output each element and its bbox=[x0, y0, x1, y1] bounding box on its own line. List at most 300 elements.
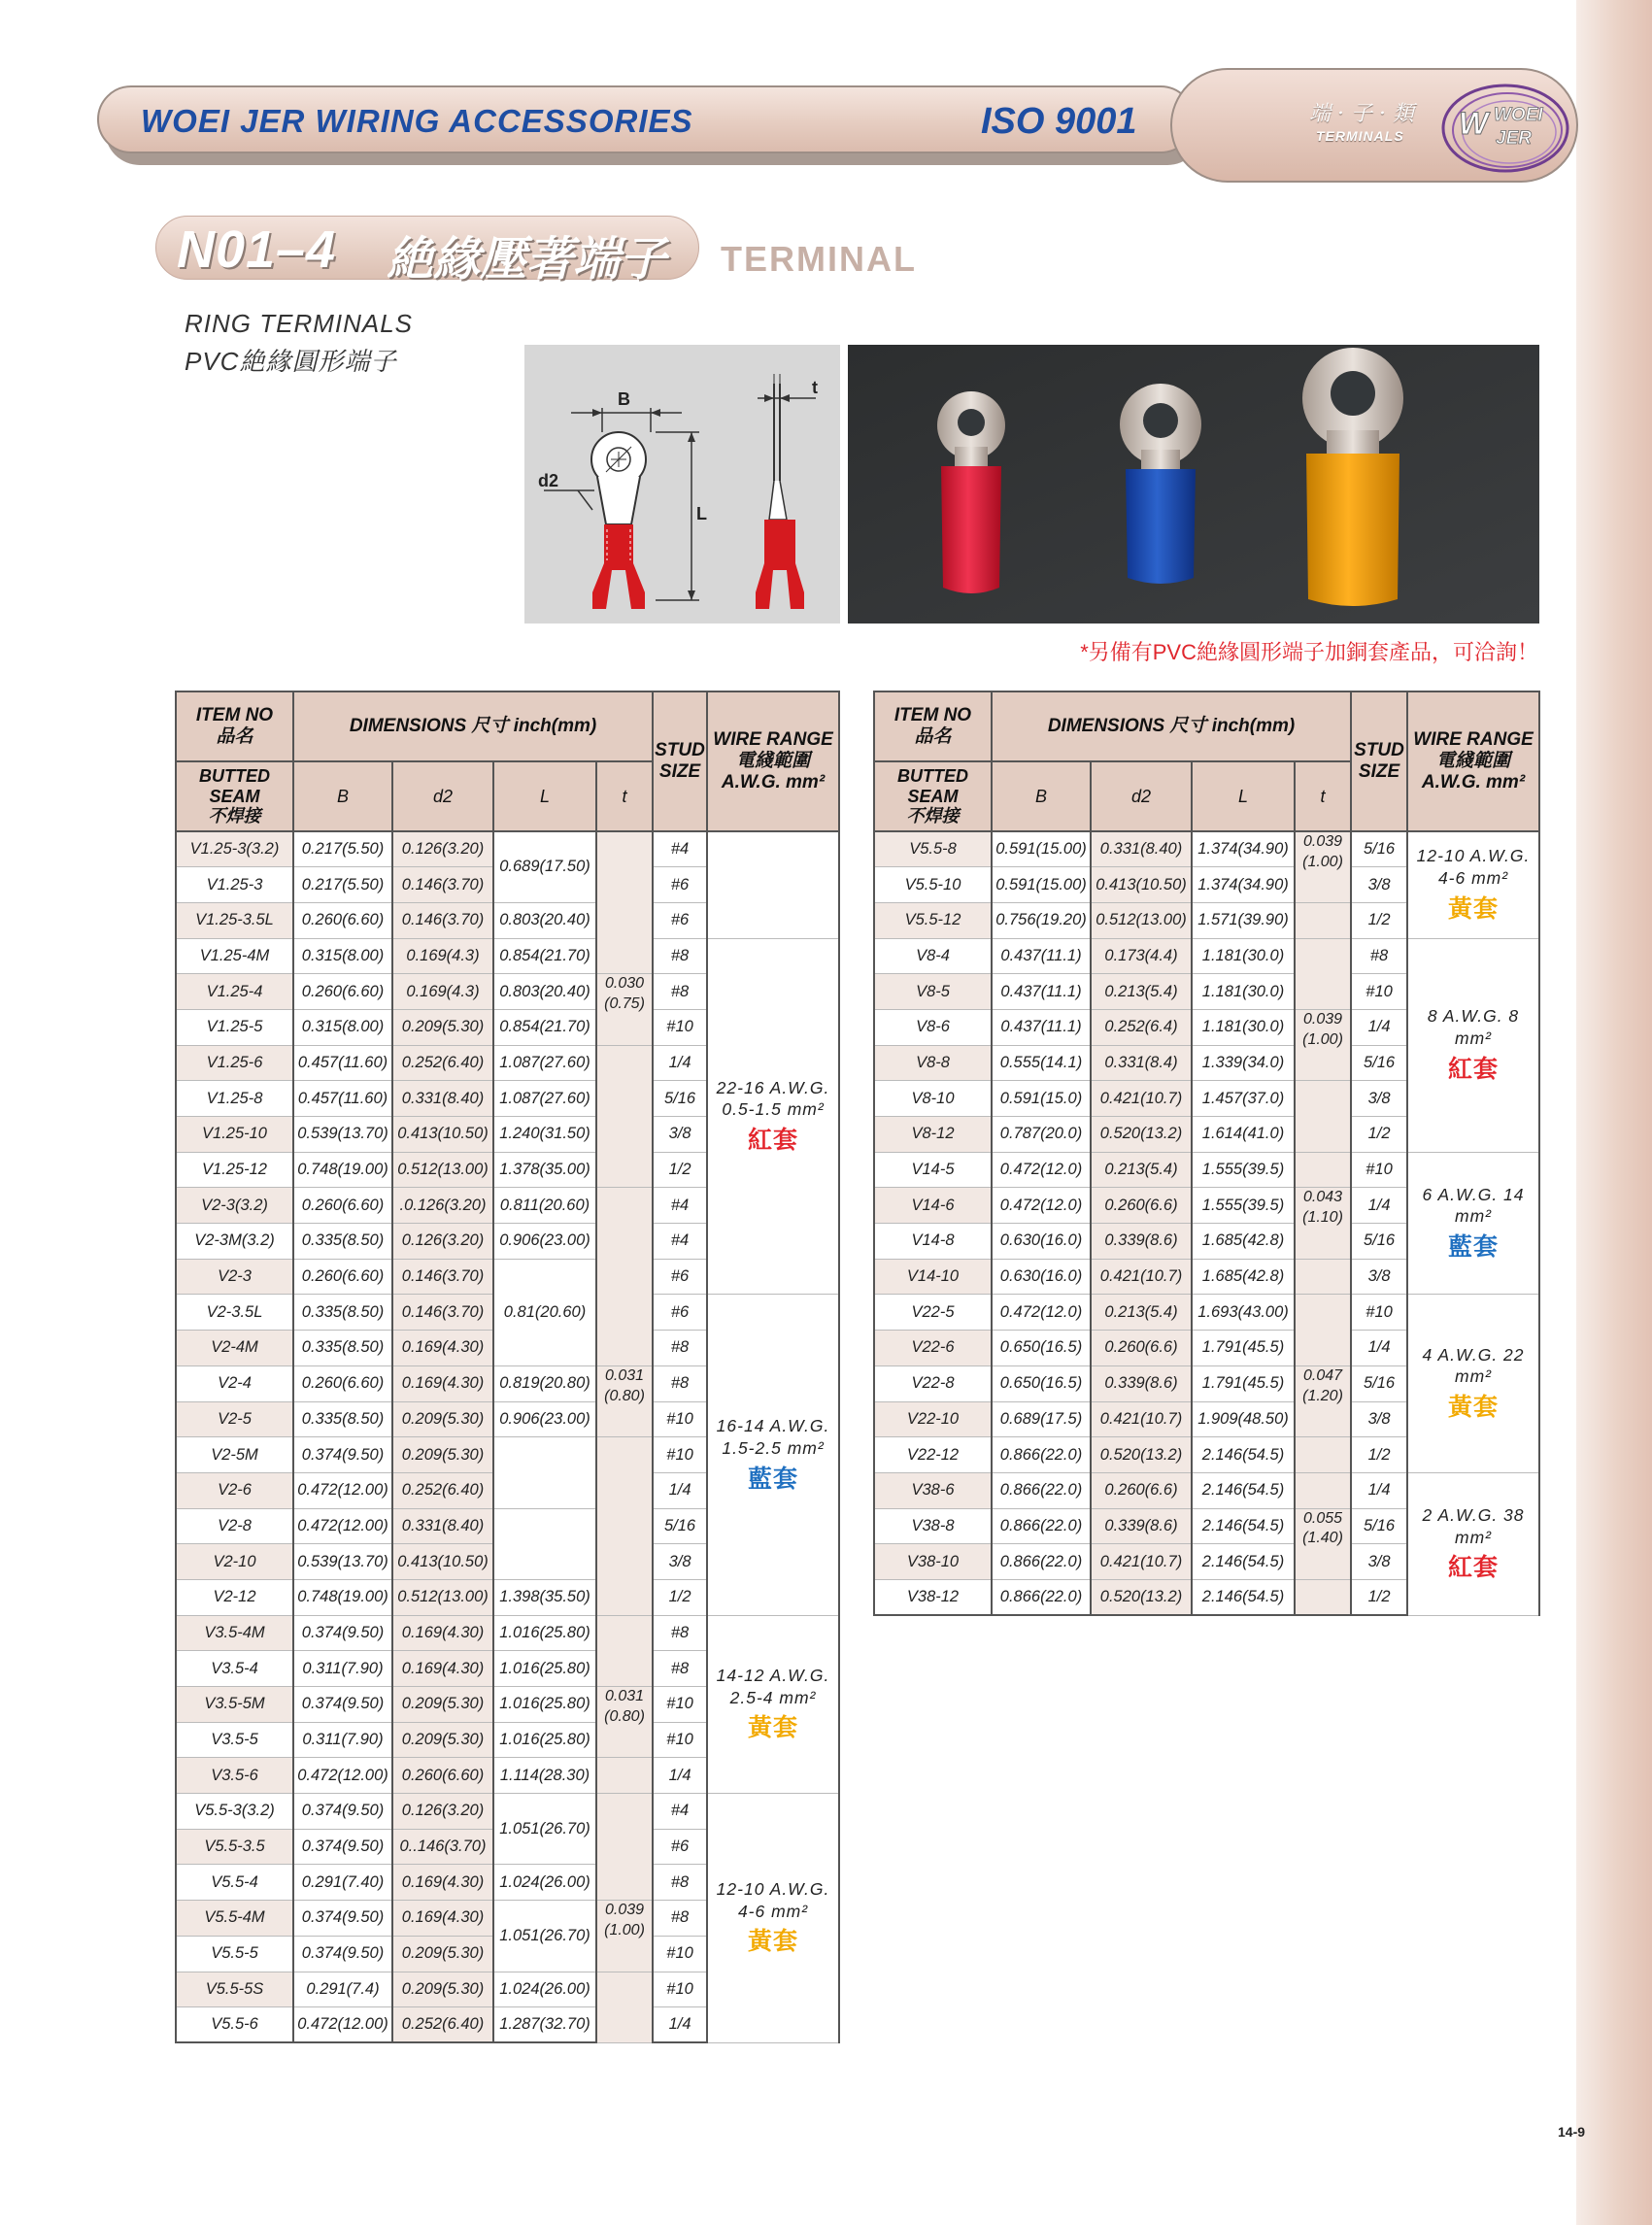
dim-b-cell: 0.866(22.0) bbox=[992, 1579, 1091, 1615]
stud-size-cell: 3/8 bbox=[1351, 1259, 1407, 1295]
dim-d2-cell: 0.213(5.4) bbox=[1091, 1152, 1192, 1188]
item-no-cell: V5.5-5 bbox=[176, 1936, 293, 1972]
dim-t-cell bbox=[1295, 1152, 1351, 1188]
wire-range-cell bbox=[707, 831, 839, 938]
dim-d2-cell: 0.260(6.6) bbox=[1091, 1472, 1192, 1508]
dim-t-cell bbox=[596, 1188, 653, 1365]
dim-b-cell: 0.472(12.0) bbox=[992, 1152, 1091, 1188]
dim-t-cell: 0.031 (0.80) bbox=[596, 1687, 653, 1758]
woei-jer-logo bbox=[1437, 76, 1573, 192]
stud-size-cell: #8 bbox=[653, 1615, 707, 1651]
dim-b-cell: 0.315(8.00) bbox=[293, 1009, 392, 1045]
dim-d2-cell: 0.169(4.3) bbox=[392, 938, 493, 974]
stud-size-cell: #8 bbox=[653, 1365, 707, 1401]
sleeve-color-label: 紅套 bbox=[1448, 1054, 1500, 1083]
stud-size-cell: #10 bbox=[1351, 1295, 1407, 1331]
sleeve-color-label: 黃套 bbox=[748, 1713, 799, 1742]
dim-l-cell: 1.024(26.00) bbox=[493, 1865, 596, 1901]
dim-l-cell: 1.571(39.90) bbox=[1192, 902, 1295, 938]
dim-b-cell: 0.374(9.50) bbox=[293, 1901, 392, 1937]
dim-d2-cell: 0.213(5.4) bbox=[1091, 1295, 1192, 1331]
stud-size-cell: 1/4 bbox=[653, 1045, 707, 1081]
col-item-no: ITEM NO 品名 bbox=[176, 691, 293, 761]
dim-l-cell: 1.791(45.5) bbox=[1192, 1331, 1295, 1366]
item-no-cell: V22-8 bbox=[874, 1365, 992, 1401]
wire-range-text: 22-16 A.W.G. 0.5-1.5 mm² bbox=[716, 1077, 830, 1120]
dim-b-cell: 0.472(12.0) bbox=[992, 1188, 1091, 1224]
dim-l-cell bbox=[493, 1508, 596, 1579]
dim-d2-cell: 0.331(8.40) bbox=[1091, 831, 1192, 867]
dim-t-cell bbox=[596, 1794, 653, 1901]
item-no-cell: V2-5 bbox=[176, 1401, 293, 1437]
stud-size-cell: #6 bbox=[653, 1295, 707, 1331]
dim-d2-cell: 0.339(8.6) bbox=[1091, 1508, 1192, 1544]
stud-size-cell: 1/2 bbox=[1351, 902, 1407, 938]
product-title-en: TERMINAL bbox=[721, 239, 917, 279]
stud-size-cell: #8 bbox=[653, 1865, 707, 1901]
dim-l-cell: 0.811(20.60) bbox=[493, 1188, 596, 1224]
item-no-cell: V2-3.5L bbox=[176, 1295, 293, 1331]
dim-b-cell: 0.748(19.00) bbox=[293, 1579, 392, 1615]
dim-t-cell bbox=[1295, 1437, 1351, 1473]
dim-b-cell: 0.260(6.60) bbox=[293, 1188, 392, 1224]
item-no-cell: V3.5-5M bbox=[176, 1687, 293, 1723]
dim-l-cell: 1.693(43.00) bbox=[1192, 1295, 1295, 1331]
dim-b-cell: 0.866(22.0) bbox=[992, 1508, 1091, 1544]
dim-d2-cell: 0.331(8.4) bbox=[1091, 1045, 1192, 1081]
dim-l-cell: 0.803(20.40) bbox=[493, 902, 596, 938]
dim-l-cell: 1.287(32.70) bbox=[493, 2007, 596, 2043]
stud-size-cell: #10 bbox=[653, 1936, 707, 1972]
dim-l-cell: 2.146(54.5) bbox=[1192, 1508, 1295, 1544]
dim-d2-cell: 0.339(8.6) bbox=[1091, 1365, 1192, 1401]
dim-b-cell: 0.374(9.50) bbox=[293, 1615, 392, 1651]
wire-range-text: 12-10 A.W.G. 4-6 mm² bbox=[716, 1878, 830, 1921]
dim-d2-cell: 0.209(5.30) bbox=[392, 1009, 493, 1045]
item-no-cell: V8-6 bbox=[874, 1009, 992, 1045]
dim-b-cell: 0.335(8.50) bbox=[293, 1295, 392, 1331]
dim-d2-cell: 0.421(10.7) bbox=[1091, 1544, 1192, 1580]
item-no-cell: V22-6 bbox=[874, 1331, 992, 1366]
dim-b-cell: 0.787(20.0) bbox=[992, 1117, 1091, 1153]
item-no-cell: V1.25-6 bbox=[176, 1045, 293, 1081]
dim-l-label: L bbox=[696, 504, 707, 523]
wire-range-text: 12-10 A.W.G. 4-6 mm² bbox=[1416, 846, 1531, 889]
stud-size-cell: #6 bbox=[653, 867, 707, 903]
dim-d2-cell: 0.520(13.2) bbox=[1091, 1117, 1192, 1153]
item-no-cell: V14-10 bbox=[874, 1259, 992, 1295]
dim-b-cell: 0.591(15.00) bbox=[992, 831, 1091, 867]
item-no-cell: V38-8 bbox=[874, 1508, 992, 1544]
logo-line2: JER bbox=[1496, 128, 1532, 149]
wire-range-text: 2 A.W.G. 38 mm² bbox=[1422, 1504, 1525, 1547]
stud-size-cell: #6 bbox=[653, 1259, 707, 1295]
sleeve-color-label: 紅套 bbox=[748, 1126, 799, 1154]
col-dimensions: DIMENSIONS 尺寸 inch(mm) bbox=[992, 691, 1351, 761]
stud-size-cell: 1/4 bbox=[653, 1758, 707, 1794]
dim-b-cell: 0.335(8.50) bbox=[293, 1331, 392, 1366]
sleeve-color-label: 黃套 bbox=[748, 1927, 799, 1956]
item-no-cell: V2-4M bbox=[176, 1331, 293, 1366]
item-no-cell: V5.5-6 bbox=[176, 2007, 293, 2043]
stud-size-cell: 5/16 bbox=[1351, 1508, 1407, 1544]
dim-l-cell: 1.339(34.0) bbox=[1192, 1045, 1295, 1081]
wire-range-cell bbox=[1407, 831, 1539, 938]
dim-l-cell bbox=[493, 1437, 596, 1508]
item-no-cell: V5.5-10 bbox=[874, 867, 992, 903]
dim-d2-cell: 0.169(4.30) bbox=[392, 1901, 493, 1937]
dim-b-cell: 0.311(7.90) bbox=[293, 1651, 392, 1687]
iso-label: ISO 9001 bbox=[981, 101, 1137, 142]
dim-l-cell: 0.906(23.00) bbox=[493, 1401, 596, 1437]
item-no-cell: V3.5-4 bbox=[176, 1651, 293, 1687]
dim-b-cell: 0.472(12.0) bbox=[992, 1295, 1091, 1331]
dim-l-cell: 1.374(34.90) bbox=[1192, 831, 1295, 867]
dim-d2-cell: 0.146(3.70) bbox=[392, 902, 493, 938]
table-row bbox=[874, 1472, 1539, 1508]
stud-size-cell: #4 bbox=[653, 1188, 707, 1224]
dim-d2-cell: 0.512(13.00) bbox=[392, 1579, 493, 1615]
stud-size-cell: 3/8 bbox=[653, 1117, 707, 1153]
dim-l-cell: 1.087(27.60) bbox=[493, 1081, 596, 1117]
item-no-cell: V22-10 bbox=[874, 1401, 992, 1437]
dim-b-cell: 0.374(9.50) bbox=[293, 1437, 392, 1473]
dim-b-cell: 0.374(9.50) bbox=[293, 1936, 392, 1972]
dim-b-cell: 0.630(16.0) bbox=[992, 1259, 1091, 1295]
item-no-cell: V2-3 bbox=[176, 1259, 293, 1295]
dim-b-cell: 0.291(7.4) bbox=[293, 1972, 392, 2007]
stud-size-cell: #10 bbox=[653, 1009, 707, 1045]
col-t: t bbox=[1295, 761, 1351, 831]
item-no-cell: V1.25-8 bbox=[176, 1081, 293, 1117]
dim-l-cell: 0.81(20.60) bbox=[493, 1259, 596, 1365]
item-no-cell: V1.25-3.5L bbox=[176, 902, 293, 938]
subtitle-en: RING TERMINALS bbox=[185, 309, 414, 338]
item-no-cell: V1.25-4 bbox=[176, 974, 293, 1010]
dim-l-cell: 1.016(25.80) bbox=[493, 1615, 596, 1651]
col-item-no: ITEM NO 品名 bbox=[874, 691, 992, 761]
item-no-cell: V1.25-12 bbox=[176, 1152, 293, 1188]
stud-size-cell: #4 bbox=[653, 1794, 707, 1830]
dim-d2-cell: 0.169(4.30) bbox=[392, 1365, 493, 1401]
dim-d2-cell: 0.413(10.50) bbox=[1091, 867, 1192, 903]
dim-b-cell: 0.374(9.50) bbox=[293, 1687, 392, 1723]
item-no-cell: V14-6 bbox=[874, 1188, 992, 1224]
dim-b-cell: 0.437(11.1) bbox=[992, 974, 1091, 1010]
dim-d2-cell: 0.126(3.20) bbox=[392, 1794, 493, 1830]
dim-l-cell: 1.374(34.90) bbox=[1192, 867, 1295, 903]
dim-d2-cell: 0.169(4.30) bbox=[392, 1331, 493, 1366]
dim-b-cell: 0.472(12.00) bbox=[293, 2007, 392, 2043]
item-no-cell: V2-4 bbox=[176, 1365, 293, 1401]
dim-d2-cell: 0.520(13.2) bbox=[1091, 1437, 1192, 1473]
dim-d2-cell: 0.146(3.70) bbox=[392, 1259, 493, 1295]
dim-d2-cell: 0.421(10.7) bbox=[1091, 1259, 1192, 1295]
dim-b-cell: 0.555(14.1) bbox=[992, 1045, 1091, 1081]
category-badge-en: TERMINALS bbox=[1316, 128, 1404, 144]
dim-t-cell bbox=[1295, 902, 1351, 938]
item-no-cell: V22-5 bbox=[874, 1295, 992, 1331]
wire-range-text: 14-12 A.W.G. 2.5-4 mm² bbox=[716, 1665, 830, 1707]
dim-l-cell: 2.146(54.5) bbox=[1192, 1579, 1295, 1615]
dim-l-cell: 1.087(27.60) bbox=[493, 1045, 596, 1081]
dim-b-cell: 0.748(19.00) bbox=[293, 1152, 392, 1188]
item-no-cell: V5.5-5S bbox=[176, 1972, 293, 2007]
dim-t-cell: 0.031 (0.80) bbox=[596, 1365, 653, 1436]
brand-name: WOEI JER WIRING ACCESSORIES bbox=[141, 103, 693, 139]
table-row bbox=[874, 938, 1539, 974]
stud-size-cell: 1/2 bbox=[1351, 1579, 1407, 1615]
wire-range-cell bbox=[707, 1794, 839, 2043]
stud-size-cell: 1/4 bbox=[1351, 1472, 1407, 1508]
dim-d2-cell: 0.252(6.4) bbox=[1091, 1009, 1192, 1045]
item-no-cell: V8-8 bbox=[874, 1045, 992, 1081]
dim-l-cell: 1.457(37.0) bbox=[1192, 1081, 1295, 1117]
wire-range-cell bbox=[707, 1295, 839, 1615]
dim-b-cell: 0.374(9.50) bbox=[293, 1829, 392, 1865]
dim-d2-cell: 0.252(6.40) bbox=[392, 1472, 493, 1508]
dim-l-cell: 2.146(54.5) bbox=[1192, 1544, 1295, 1580]
dim-d2-cell: 0.209(5.30) bbox=[392, 1936, 493, 1972]
red-ring-terminal bbox=[937, 391, 1005, 593]
dim-d2-cell: 0.331(8.40) bbox=[392, 1508, 493, 1544]
dim-b-cell: 0.335(8.50) bbox=[293, 1401, 392, 1437]
wire-range-text: 8 A.W.G. 8 mm² bbox=[1427, 1006, 1520, 1048]
item-no-cell: V38-6 bbox=[874, 1472, 992, 1508]
dim-t-cell: 0.047 (1.20) bbox=[1295, 1365, 1351, 1436]
stud-size-cell: #6 bbox=[653, 902, 707, 938]
stud-size-cell: 5/16 bbox=[1351, 1365, 1407, 1401]
stud-size-cell: #8 bbox=[653, 1901, 707, 1937]
dim-b-cell: 0.591(15.00) bbox=[992, 867, 1091, 903]
dim-t-cell bbox=[1295, 1081, 1351, 1152]
item-no-cell: V38-10 bbox=[874, 1544, 992, 1580]
dim-l-cell: 1.024(26.00) bbox=[493, 1972, 596, 2007]
dim-l-cell: 0.689(17.50) bbox=[493, 831, 596, 902]
sleeve-color-label: 黃套 bbox=[1448, 1393, 1500, 1422]
dim-l-cell: 2.146(54.5) bbox=[1192, 1437, 1295, 1473]
dim-b-cell: 0.437(11.1) bbox=[992, 1009, 1091, 1045]
spec-table-left bbox=[175, 691, 840, 2043]
dim-b-cell: 0.866(22.0) bbox=[992, 1437, 1091, 1473]
dim-d2-cell: 0.331(8.40) bbox=[392, 1081, 493, 1117]
stud-size-cell: 1/4 bbox=[653, 2007, 707, 2043]
dim-b-cell: 0.591(15.0) bbox=[992, 1081, 1091, 1117]
stud-size-cell: 1/4 bbox=[1351, 1331, 1407, 1366]
dim-l-cell: 0.854(21.70) bbox=[493, 938, 596, 974]
table-row bbox=[874, 1152, 1539, 1188]
col-b: B bbox=[293, 761, 392, 831]
item-no-cell: V5.5-3(3.2) bbox=[176, 1794, 293, 1830]
item-no-cell: V1.25-10 bbox=[176, 1117, 293, 1153]
product-code: N01–4 bbox=[177, 220, 337, 279]
dim-d2-cell: 0.173(4.4) bbox=[1091, 938, 1192, 974]
col-d2: d2 bbox=[1091, 761, 1192, 831]
dim-d2-cell: 0..146(3.70) bbox=[392, 1829, 493, 1865]
wire-range-cell bbox=[1407, 1152, 1539, 1295]
dim-l-cell: 1.685(42.8) bbox=[1192, 1259, 1295, 1295]
dim-t-cell bbox=[1295, 1295, 1351, 1365]
item-no-cell: V1.25-5 bbox=[176, 1009, 293, 1045]
dim-b-cell: 0.630(16.0) bbox=[992, 1224, 1091, 1260]
item-no-cell: V5.5-4 bbox=[176, 1865, 293, 1901]
item-no-cell: V2-5M bbox=[176, 1437, 293, 1473]
spec-table-left-body bbox=[176, 831, 839, 2042]
stud-size-cell: #10 bbox=[653, 1722, 707, 1758]
dim-l-cell: 1.181(30.0) bbox=[1192, 1009, 1295, 1045]
item-no-cell: V8-4 bbox=[874, 938, 992, 974]
dim-t-cell bbox=[1295, 1579, 1351, 1615]
dim-t-cell bbox=[596, 831, 653, 974]
dim-d2-label: d2 bbox=[538, 471, 559, 490]
dim-d2-cell: 0.146(3.70) bbox=[392, 1295, 493, 1331]
dim-d2-cell: 0.209(5.30) bbox=[392, 1972, 493, 2007]
dim-d2-cell: 0.169(4.30) bbox=[392, 1651, 493, 1687]
col-wire-range: WIRE RANGE 電綫範圍 A.W.G. mm² bbox=[1407, 691, 1539, 831]
item-no-cell: V2-3(3.2) bbox=[176, 1188, 293, 1224]
sleeve-color-label: 藍套 bbox=[1448, 1232, 1500, 1262]
wire-range-cell bbox=[707, 1615, 839, 1793]
item-no-cell: V1.25-3 bbox=[176, 867, 293, 903]
dim-b-cell: 0.311(7.90) bbox=[293, 1722, 392, 1758]
dim-b-cell: 0.539(13.70) bbox=[293, 1117, 392, 1153]
table-row bbox=[176, 938, 839, 974]
stud-size-cell: 5/16 bbox=[1351, 831, 1407, 867]
wire-range-cell bbox=[1407, 1295, 1539, 1472]
dim-t-cell: 0.039 (1.00) bbox=[1295, 831, 1351, 902]
dim-d2-cell: 0.421(10.7) bbox=[1091, 1401, 1192, 1437]
dim-d2-cell: 0.339(8.6) bbox=[1091, 1224, 1192, 1260]
stud-size-cell: 3/8 bbox=[1351, 1081, 1407, 1117]
dim-d2-cell: 0.146(3.70) bbox=[392, 867, 493, 903]
stud-size-cell: 1/2 bbox=[1351, 1437, 1407, 1473]
dim-d2-cell: 0.260(6.6) bbox=[1091, 1331, 1192, 1366]
wire-range-text: 16-14 A.W.G. 1.5-2.5 mm² bbox=[716, 1416, 830, 1458]
dim-b-cell: 0.457(11.60) bbox=[293, 1081, 392, 1117]
dim-t-cell bbox=[1295, 1259, 1351, 1295]
stud-size-cell: 1/2 bbox=[1351, 1117, 1407, 1153]
stud-size-cell: 1/2 bbox=[653, 1579, 707, 1615]
wire-range-text: 4 A.W.G. 22 mm² bbox=[1422, 1344, 1525, 1387]
dim-b-cell: 0.260(6.60) bbox=[293, 902, 392, 938]
col-t: t bbox=[596, 761, 653, 831]
stud-size-cell: 3/8 bbox=[1351, 867, 1407, 903]
logo-line1: WOEI bbox=[1494, 105, 1543, 125]
dim-d2-cell: 0.209(5.30) bbox=[392, 1722, 493, 1758]
dim-t-cell bbox=[1295, 938, 1351, 1009]
dim-d2-cell: 0.421(10.7) bbox=[1091, 1081, 1192, 1117]
wire-range-cell bbox=[1407, 938, 1539, 1152]
page-edge-shade bbox=[1576, 0, 1652, 2225]
copper-sleeve-note: *另備有PVC絶緣圓形端子加銅套產品，可洽詢！ bbox=[1080, 640, 1538, 664]
page-number: 14-9 bbox=[1558, 2124, 1586, 2140]
dim-b-cell: 0.260(6.60) bbox=[293, 974, 392, 1010]
col-l: L bbox=[1192, 761, 1295, 831]
stud-size-cell: #10 bbox=[653, 1972, 707, 2007]
dim-b-cell: 0.472(12.00) bbox=[293, 1472, 392, 1508]
dim-d2-cell: 0.126(3.20) bbox=[392, 1224, 493, 1260]
item-no-cell: V14-5 bbox=[874, 1152, 992, 1188]
dim-b-cell: 0.650(16.5) bbox=[992, 1365, 1091, 1401]
dim-t-cell: 0.055 (1.40) bbox=[1295, 1508, 1351, 1579]
stud-size-cell: 5/16 bbox=[653, 1508, 707, 1544]
stud-size-cell: 1/4 bbox=[653, 1472, 707, 1508]
stud-size-cell: 3/8 bbox=[653, 1544, 707, 1580]
dim-b-cell: 0.291(7.40) bbox=[293, 1865, 392, 1901]
dim-t-cell bbox=[596, 1437, 653, 1615]
product-photo bbox=[848, 345, 1539, 624]
sleeve-color-label: 紅套 bbox=[1448, 1553, 1500, 1582]
product-title-zh: 絶緣壓著端子 bbox=[387, 232, 667, 287]
item-no-cell: V3.5-4M bbox=[176, 1615, 293, 1651]
dim-l-cell: 1.114(28.30) bbox=[493, 1758, 596, 1794]
stud-size-cell: #10 bbox=[1351, 974, 1407, 1010]
dim-l-cell: 1.181(30.0) bbox=[1192, 938, 1295, 974]
item-no-cell: V1.25-3(3.2) bbox=[176, 831, 293, 867]
stud-size-cell: #6 bbox=[653, 1829, 707, 1865]
item-no-cell: V2-3M(3.2) bbox=[176, 1224, 293, 1260]
item-no-cell: V8-12 bbox=[874, 1117, 992, 1153]
item-no-cell: V2-6 bbox=[176, 1472, 293, 1508]
dim-b-cell: 0.217(5.50) bbox=[293, 831, 392, 867]
spec-table-right bbox=[873, 691, 1540, 1616]
item-no-cell: V14-8 bbox=[874, 1224, 992, 1260]
dim-d2-cell: 0.252(6.40) bbox=[392, 2007, 493, 2043]
dim-b-cell: 0.217(5.50) bbox=[293, 867, 392, 903]
dim-l-cell: 1.016(25.80) bbox=[493, 1722, 596, 1758]
stud-size-cell: #10 bbox=[653, 1687, 707, 1723]
dim-t-label: t bbox=[812, 378, 818, 397]
dim-t-cell: 0.039 (1.00) bbox=[1295, 1009, 1351, 1080]
dim-t-cell bbox=[596, 1045, 653, 1188]
stud-size-cell: #10 bbox=[653, 1401, 707, 1437]
dim-l-cell: 0.906(23.00) bbox=[493, 1224, 596, 1260]
item-no-cell: V5.5-12 bbox=[874, 902, 992, 938]
stud-size-cell: #8 bbox=[653, 938, 707, 974]
dim-b-cell: 0.315(8.00) bbox=[293, 938, 392, 974]
stud-size-cell: #8 bbox=[1351, 938, 1407, 974]
table-row bbox=[874, 831, 1539, 867]
dim-l-cell: 1.051(26.70) bbox=[493, 1901, 596, 1972]
item-no-cell: V2-8 bbox=[176, 1508, 293, 1544]
ring-terminal-diagram bbox=[524, 345, 840, 624]
dim-l-cell: 0.819(20.80) bbox=[493, 1365, 596, 1401]
sleeve-color-label: 藍套 bbox=[748, 1464, 799, 1493]
dim-l-cell: 1.181(30.0) bbox=[1192, 974, 1295, 1010]
dim-t-cell bbox=[596, 1972, 653, 2042]
dim-b-label: B bbox=[618, 389, 630, 409]
item-no-cell: V8-10 bbox=[874, 1081, 992, 1117]
dim-d2-cell: 0.126(3.20) bbox=[392, 831, 493, 867]
dim-b-cell: 0.866(22.0) bbox=[992, 1472, 1091, 1508]
sleeve-color-label: 黃套 bbox=[1448, 893, 1500, 923]
dim-b-cell: 0.437(11.1) bbox=[992, 938, 1091, 974]
stud-size-cell: #10 bbox=[1351, 1152, 1407, 1188]
dim-d2-cell: 0.512(13.00) bbox=[392, 1152, 493, 1188]
col-d2: d2 bbox=[392, 761, 493, 831]
item-no-cell: V2-10 bbox=[176, 1544, 293, 1580]
dim-l-cell: 0.854(21.70) bbox=[493, 1009, 596, 1045]
stud-size-cell: 1/4 bbox=[1351, 1188, 1407, 1224]
dim-b-cell: 0.756(19.20) bbox=[992, 902, 1091, 938]
item-no-cell: V5.5-8 bbox=[874, 831, 992, 867]
col-butted-seam: BUTTED SEAM 不焊接 bbox=[176, 761, 293, 831]
item-no-cell: V5.5-4M bbox=[176, 1901, 293, 1937]
dim-b-cell: 0.374(9.50) bbox=[293, 1794, 392, 1830]
dim-l-cell: 1.240(31.50) bbox=[493, 1117, 596, 1153]
col-wire-range: WIRE RANGE 電綫範圍 A.W.G. mm² bbox=[707, 691, 839, 831]
dim-b-cell: 0.260(6.60) bbox=[293, 1259, 392, 1295]
